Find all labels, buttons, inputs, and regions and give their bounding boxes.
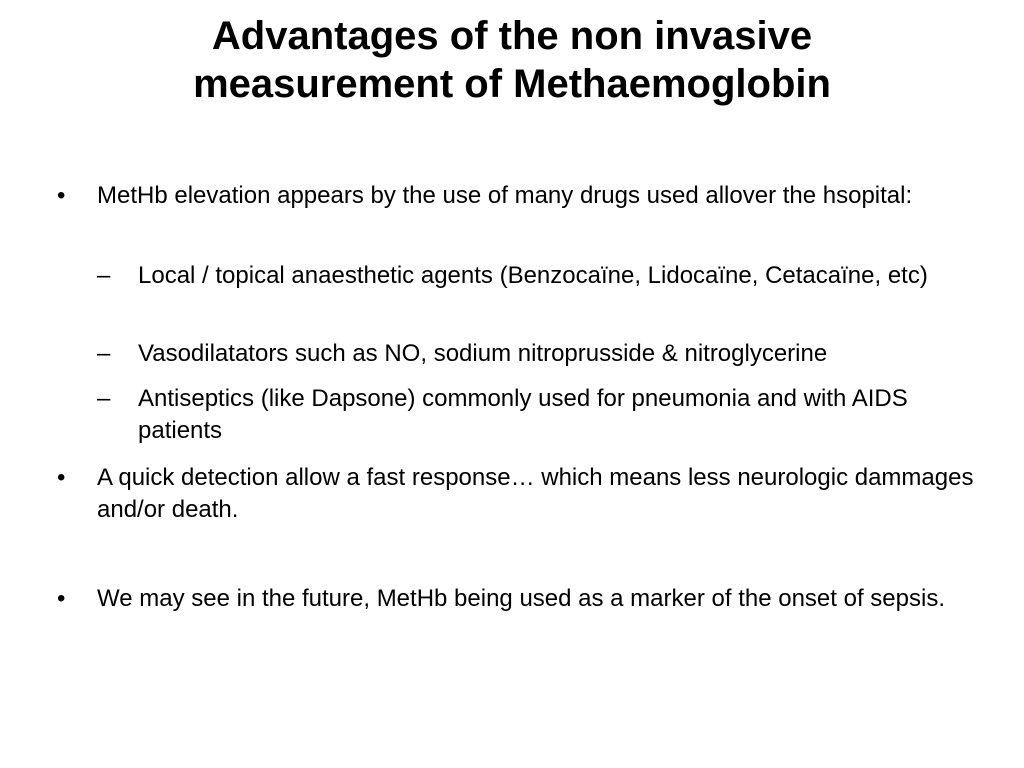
title-line-1: Advantages of the non invasive (211, 14, 813, 58)
bullet-text-1: MetHb elevation appears by the use of many drugs used allover the hsopital: (97, 182, 913, 209)
bullet-text-3: We may see in the future, MetHb being used as a marker of the onset of sepsis. (97, 585, 945, 612)
dash-marker: – (97, 340, 111, 367)
bullet-marker: • (57, 182, 66, 209)
dash-marker: – (97, 385, 111, 412)
sub-text-1: Local / topical anaesthetic agents (Benzocaïne, Lidocaïne, Cetacaïne, etc) (138, 262, 928, 289)
bullet-text-2: A quick detection allow a fast response… which means less neurologic dammages and/or death. (97, 464, 974, 523)
sub-text-2: Vasodilatators such as NO, sodium nitroprusside & nitroglycerine (138, 340, 828, 367)
sub-text-3: Antiseptics (like Dapsone) commonly used for pneumonia and with AIDS patients (138, 385, 908, 444)
bullet-marker: • (57, 464, 66, 491)
bullet-marker: • (57, 585, 66, 612)
dash-marker: – (97, 262, 111, 289)
slide-title (60, 12, 964, 108)
title-line-2: measurement of Methaemoglobin (193, 62, 831, 106)
